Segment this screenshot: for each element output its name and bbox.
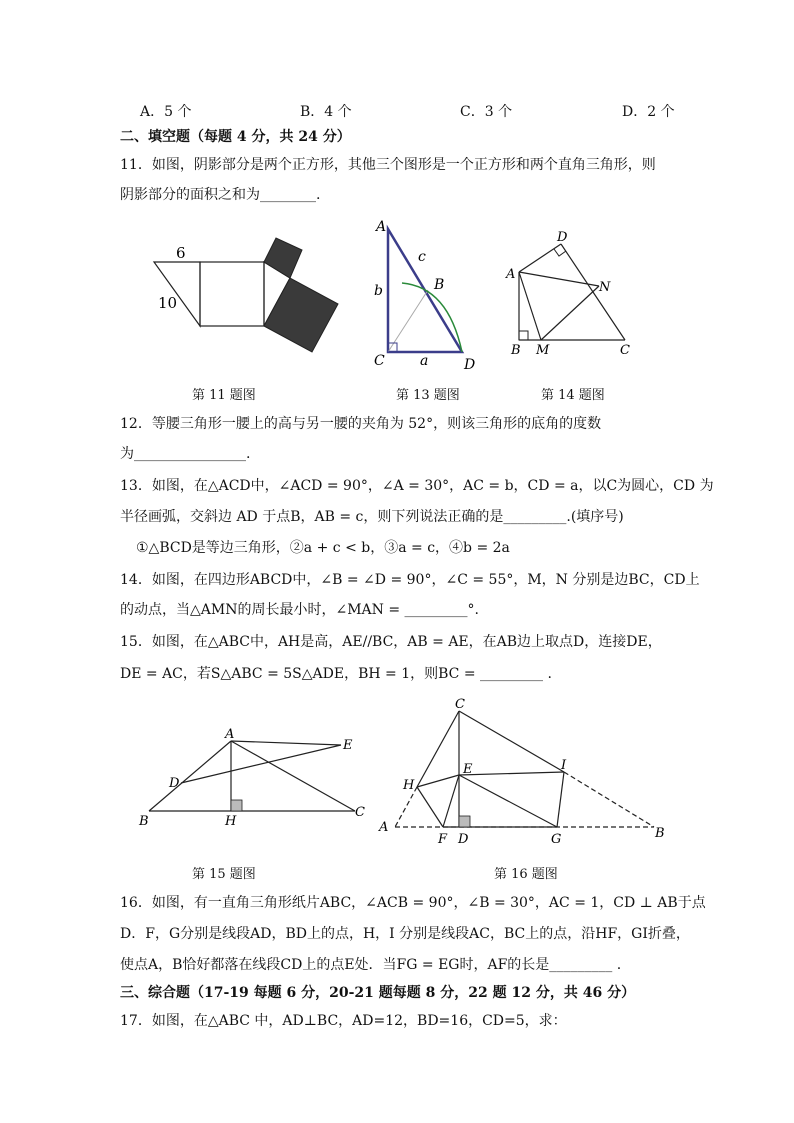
question-14-line2: 的动点，当△AMN的周长最小时，∠MAN = _________°. bbox=[120, 602, 479, 618]
figure-11 bbox=[150, 232, 350, 356]
fig11-label-six: 6 bbox=[176, 244, 186, 262]
fig14-label-B: B bbox=[511, 343, 521, 358]
question-13-line2: 半径画弧，交斜边 AD 于点B，AB = c，则下列说法正确的是_________.(填序号) bbox=[120, 509, 624, 525]
fig15-label-D: D bbox=[169, 776, 180, 791]
question-13-line1: 13．如图，在△ACD中，∠ACD = 90°，∠A = 30°，AC = b，CD = a，以C为圆心，CD 为 bbox=[120, 478, 714, 494]
fig15-label-A: A bbox=[225, 727, 235, 742]
fig14-label-M: M bbox=[536, 343, 550, 358]
option-b: B．4 个 bbox=[300, 104, 352, 120]
fig16-label-G: G bbox=[551, 832, 562, 847]
fig14-label-N: N bbox=[599, 280, 611, 295]
option-c: C．3 个 bbox=[460, 104, 513, 120]
figure-15-caption: 第 15 题图 bbox=[192, 867, 256, 882]
fig14-label-A: A bbox=[506, 267, 516, 282]
fig16-label-H: H bbox=[403, 778, 415, 793]
figure-15 bbox=[135, 725, 375, 835]
fig13-label-D: D bbox=[464, 357, 476, 373]
question-15-line2: DE = AC，若S△ABC = 5S△ADE，BH = 1，则BC = _________ . bbox=[120, 666, 552, 682]
fig16-label-E: E bbox=[463, 762, 473, 777]
fig15-label-B: B bbox=[139, 814, 149, 829]
fig13-label-c: c bbox=[418, 249, 426, 265]
fig13-label-C: C bbox=[374, 353, 385, 369]
question-17-line1: 17．如图，在△ABC 中，AD⊥BC，AD=12，BD=16，CD=5，求： bbox=[120, 1013, 567, 1029]
question-15-line1: 15．如图，在△ABC中，AH是高，AE//BC，AB = AE，在AB边上取点D，连接DE， bbox=[120, 634, 662, 650]
option-d: D．2 个 bbox=[622, 104, 675, 120]
fig13-label-b: b bbox=[374, 283, 383, 299]
figure-16-caption: 第 16 题图 bbox=[494, 867, 558, 882]
figure-13 bbox=[368, 215, 483, 375]
option-a: A．5 个 bbox=[140, 104, 192, 120]
fig14-label-D: D bbox=[557, 230, 568, 245]
fig13-label-a: a bbox=[420, 353, 429, 369]
question-16-line2: D．F，G分别是线段AD，BD上的点，H，I 分别是线段AC，BC上的点，沿HF，GI折叠， bbox=[120, 926, 690, 942]
fig16-label-D: D bbox=[458, 832, 469, 847]
figure-13-caption: 第 13 题图 bbox=[396, 388, 460, 403]
question-13-options: ①△BCD是等边三角形，②a + c < b，③a = c，④b = 2a bbox=[136, 540, 510, 556]
fig13-label-A: A bbox=[376, 219, 387, 235]
fig16-label-I: I bbox=[561, 758, 567, 773]
question-12-line2: 为________________. bbox=[120, 446, 251, 462]
fig11-label-ten: 10 bbox=[158, 294, 178, 312]
figure-11-caption: 第 11 题图 bbox=[192, 388, 256, 403]
fig15-label-E: E bbox=[343, 738, 353, 753]
fig13-label-B: B bbox=[434, 277, 445, 293]
fig15-label-C: C bbox=[355, 805, 365, 820]
question-14-line1: 14．如图，在四边形ABCD中，∠B = ∠D = 90°，∠C = 55°，M，N 分别是边BC，CD上 bbox=[120, 572, 700, 588]
question-11-line1: 11．如图，阴影部分是两个正方形，其他三个图形是一个正方形和两个直角三角形，则 bbox=[120, 157, 656, 173]
fig16-label-F: F bbox=[438, 832, 448, 847]
section-heading-fill-blank: 二、填空题（每题 4 分，共 24 分） bbox=[120, 129, 351, 145]
question-11-line2: 阴影部分的面积之和为________. bbox=[120, 187, 321, 203]
fig16-label-A: A bbox=[379, 820, 389, 835]
figure-14-caption: 第 14 题图 bbox=[541, 388, 605, 403]
section-heading-comprehensive: 三、综合题（17-19 每题 6 分，20-21 题每题 8 分，22 题 12 分，共 46 分） bbox=[120, 985, 636, 1001]
question-16-line3: 使点A，B恰好都落在线段CD上的点E处．当FG = EG时，AF的长是_________ . bbox=[120, 957, 622, 973]
question-12-line1: 12．等腰三角形一腰上的高与另一腰的夹角为 52°，则该三角形的底角的度数 bbox=[120, 416, 602, 432]
figure-14 bbox=[503, 228, 633, 360]
fig16-label-B: B bbox=[655, 826, 665, 841]
question-16-line1: 16．如图，有一直角三角形纸片ABC，∠ACB = 90°，∠B = 30°，AC = 1，CD ⊥ AB于点 bbox=[120, 895, 706, 911]
figure-16 bbox=[375, 695, 670, 850]
fig15-label-H: H bbox=[225, 814, 237, 829]
fig16-label-C: C bbox=[455, 697, 465, 712]
fig14-label-C: C bbox=[620, 343, 630, 358]
